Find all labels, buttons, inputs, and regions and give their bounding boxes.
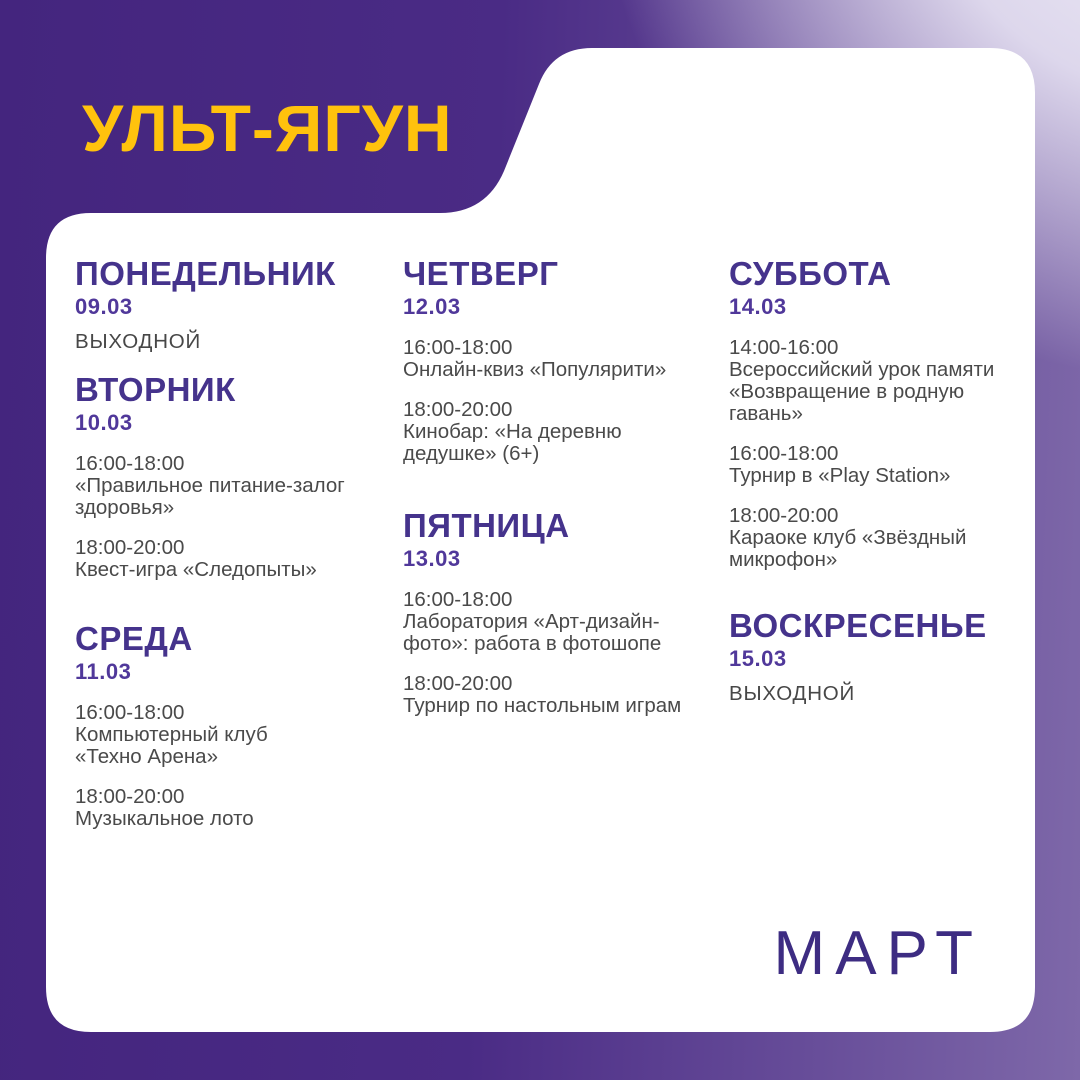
event-time: 16:00-18:00: [75, 701, 185, 724]
event-time: 18:00-20:00: [403, 398, 513, 421]
day-date: 12.03: [403, 294, 461, 319]
event-slot: [403, 589, 733, 655]
month-label: МАРТ: [773, 919, 983, 988]
event-line: Турнир в «Play Station»: [729, 464, 951, 487]
event-slot: [729, 505, 1059, 571]
event-slot: [403, 399, 733, 465]
event-time: 18:00-20:00: [403, 672, 513, 695]
day-date: 10.03: [75, 410, 133, 435]
day-name: ВОСКРЕСЕНЬЕ: [729, 607, 987, 644]
day-name: ПЯТНИЦА: [403, 507, 570, 544]
event-line: Кинобар: «На деревню: [403, 420, 622, 443]
event-line: Турнир по настольным играм: [403, 694, 682, 717]
day-section-tuesday: [75, 373, 405, 581]
event-slot: [75, 453, 405, 519]
event-slot: [75, 786, 405, 830]
holiday-label: ВЫХОДНОЙ: [75, 330, 202, 353]
day-section-monday: [75, 257, 405, 354]
event-slot: [729, 337, 1059, 425]
event-slot: [403, 337, 733, 381]
event-slot: [403, 673, 733, 717]
event-slot: [729, 443, 1059, 487]
day-name: СРЕДА: [75, 620, 193, 657]
event-line: Онлайн-квиз «Популярити»: [403, 358, 667, 381]
event-line: Караоке клуб «Звёздный: [729, 526, 967, 549]
day-name: ПОНЕДЕЛЬНИК: [75, 255, 336, 292]
event-time: 18:00-20:00: [75, 536, 185, 559]
event-time: 16:00-18:00: [729, 442, 839, 465]
event-line: «Техно Арена»: [75, 745, 218, 768]
day-date: 09.03: [75, 294, 133, 319]
event-line: гавань»: [729, 402, 803, 425]
event-time: 14:00-16:00: [729, 336, 839, 359]
day-section-friday: [403, 509, 733, 717]
day-section-wednesday: [75, 622, 405, 830]
day-name: ВТОРНИК: [75, 371, 236, 408]
event-time: 16:00-18:00: [75, 452, 185, 475]
event-line: фото»: работа в фотошопе: [403, 632, 662, 655]
day-name: СУББОТА: [729, 255, 892, 292]
poster-title: УЛЬТ-ЯГУН: [82, 91, 453, 165]
event-time: 18:00-20:00: [75, 785, 185, 808]
event-line: дедушке» (6+): [403, 442, 540, 465]
event-time: 18:00-20:00: [729, 504, 839, 527]
event-line: Лаборатория «Арт-дизайн-: [403, 610, 660, 633]
day-date: 14.03: [729, 294, 787, 319]
event-slot: [75, 537, 405, 581]
holiday-label: ВЫХОДНОЙ: [729, 682, 856, 705]
day-section-saturday: [729, 257, 1059, 571]
event-line: Музыкальное лото: [75, 807, 254, 830]
event-slot: [75, 702, 405, 768]
event-line: микрофон»: [729, 548, 838, 571]
day-name: ЧЕТВЕРГ: [403, 255, 559, 292]
event-line: Компьютерный клуб: [75, 723, 268, 746]
event-line: «Возвращение в родную: [729, 380, 965, 403]
event-time: 16:00-18:00: [403, 588, 513, 611]
event-line: «Правильное питание-залог: [75, 474, 345, 497]
event-line: Всероссийский урок памяти: [729, 358, 995, 381]
event-line: Квест-игра «Следопыты»: [75, 558, 317, 581]
day-date: 11.03: [75, 659, 132, 684]
day-section-sunday: [729, 609, 1059, 706]
event-line: здоровья»: [75, 496, 175, 519]
day-date: 15.03: [729, 646, 787, 671]
event-time: 16:00-18:00: [403, 336, 513, 359]
day-date: 13.03: [403, 546, 461, 571]
day-section-thursday: [403, 257, 733, 465]
